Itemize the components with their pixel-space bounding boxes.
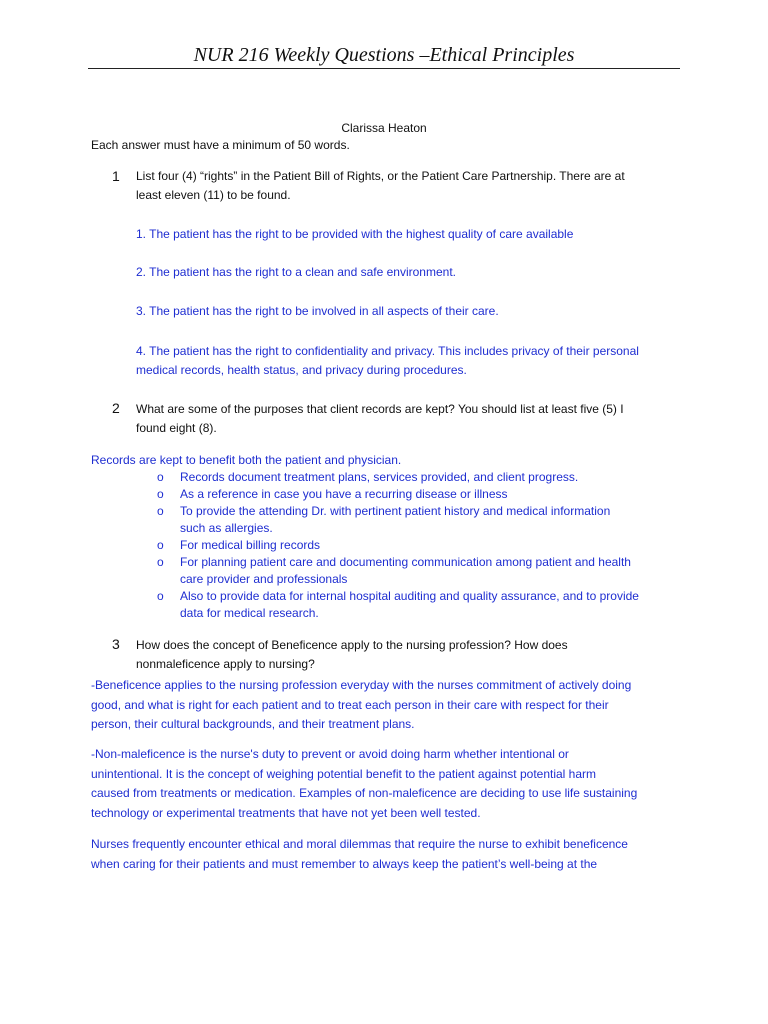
question-line: nonmaleficence apply to nursing? bbox=[136, 657, 315, 671]
answer-line: 3. The patient has the right to be involved in all aspects of their care. bbox=[136, 304, 499, 318]
question-3-text bbox=[136, 636, 666, 674]
beneficence-paragraph bbox=[91, 676, 681, 735]
question-number-3: 3 bbox=[112, 636, 120, 652]
list-item: o For medical billing records bbox=[157, 538, 321, 552]
paragraph-line: unintentional. It is the concept of weighing potential benefit to the patient against potential harm bbox=[91, 766, 597, 781]
records-bullet-list bbox=[157, 469, 677, 622]
answer-line: medical records, health status, and privacy during procedures. bbox=[136, 363, 467, 377]
bullet-marker: o bbox=[157, 589, 164, 603]
paragraph-line: -Beneficence applies to the nursing profession everyday with the nurses commitment of actively doing bbox=[91, 678, 632, 692]
instructions: Each answer must have a minimum of 50 words. bbox=[91, 138, 350, 152]
question-line: least eleven (11) to be found. bbox=[136, 188, 291, 202]
paragraph-line: caused from treatments or medication. Examples of non-maleficence are deciding to use life sustaining bbox=[91, 786, 638, 800]
paragraph-line: technology or experimental treatments that have not yet been well tested. bbox=[91, 805, 481, 820]
answer-1-item-2 bbox=[136, 263, 456, 282]
paragraph-line: person, their cultural backgrounds, and their treatment plans. bbox=[91, 717, 415, 731]
question-line: What are some of the purposes that client records are kept? You should list at least five (5) I bbox=[136, 402, 624, 416]
author-name: Clarissa Heaton bbox=[341, 121, 427, 135]
answer-1-item-1 bbox=[136, 225, 573, 244]
answer-line: 4. The patient has the right to confidentiality and privacy. This includes privacy of their personal bbox=[136, 344, 639, 358]
question-line: How does the concept of Beneficence apply to the nursing profession? How does bbox=[136, 638, 568, 652]
question-line: List four (4) “rights” in the Patient Bill of Rights, or the Patient Care Partnership. There are at bbox=[136, 169, 625, 183]
document-title: NUR 216 Weekly Questions –Ethical Principles bbox=[193, 44, 575, 66]
bullet-marker: o bbox=[157, 470, 164, 484]
question-number-2: 2 bbox=[112, 400, 120, 416]
question-1-text bbox=[136, 167, 666, 205]
bullet-marker: o bbox=[157, 504, 164, 518]
ethical-dilemmas-paragraph bbox=[91, 835, 681, 874]
answer-1-item-3 bbox=[136, 302, 499, 321]
paragraph-line: Nurses frequently encounter ethical and moral dilemmas that require the nurse to exhibit beneficence bbox=[91, 837, 628, 851]
answer-1-item-4 bbox=[136, 342, 639, 380]
list-item: o Records document treatment plans, services provided, and client progress. bbox=[157, 470, 579, 484]
bullet-marker: o bbox=[157, 555, 164, 569]
question-2-text bbox=[136, 400, 666, 438]
list-item: o For planning patient care and documenting communication among patient and health care provider and professionals bbox=[157, 555, 631, 586]
paragraph-line: good, and what is right for each patient and to treat each person in their care with respect for their bbox=[91, 697, 609, 712]
records-intro: Records are kept to benefit both the patient and physician. bbox=[91, 453, 402, 467]
answer-line: 2. The patient has the right to a clean and safe environment. bbox=[136, 265, 456, 279]
paragraph-line: -Non-maleficence is the nurse's duty to prevent or avoid doing harm whether intentional or bbox=[91, 747, 569, 761]
bullet-marker: o bbox=[157, 538, 164, 552]
paragraph-line: when caring for their patients and must remember to always keep the patient’s well-being at the bbox=[91, 856, 598, 871]
question-line: found eight (8). bbox=[136, 421, 217, 435]
non-maleficence-paragraph bbox=[91, 745, 681, 823]
list-item: o To provide the attending Dr. with pertinent patient history and medical information such as allergies. bbox=[157, 504, 611, 535]
list-item: o Also to provide data for internal hospital auditing and quality assurance, and to provide data for medical research. bbox=[157, 589, 639, 620]
title-rule bbox=[88, 68, 680, 69]
bullet-marker: o bbox=[157, 487, 164, 501]
list-item: o As a reference in case you have a recurring disease or illness bbox=[157, 487, 508, 501]
question-number-1: 1 bbox=[112, 168, 120, 184]
answer-line: 1. The patient has the right to be provided with the highest quality of care available bbox=[136, 227, 574, 241]
